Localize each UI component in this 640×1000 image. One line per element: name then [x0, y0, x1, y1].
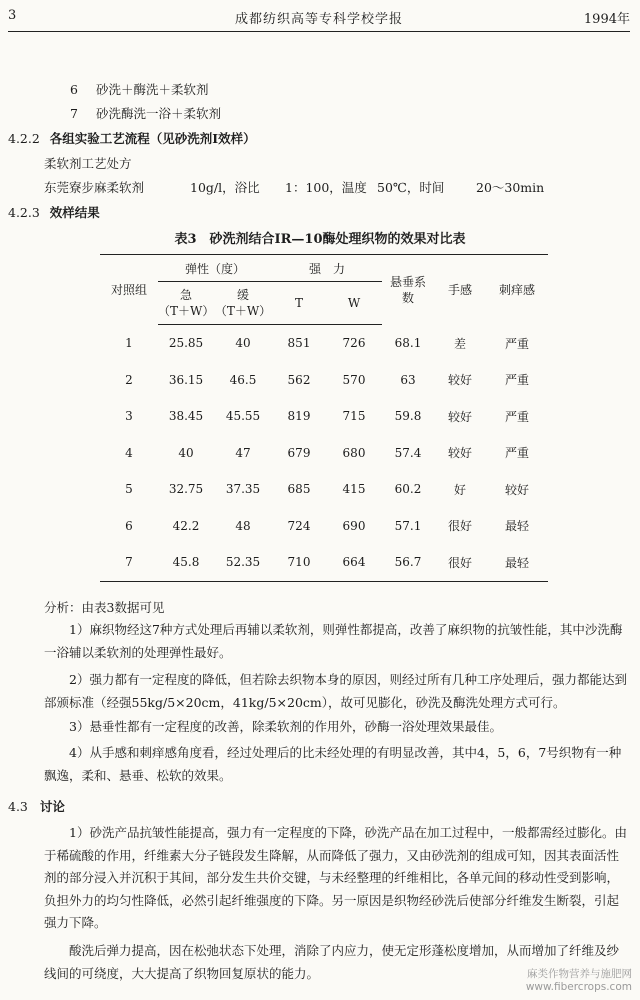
table-row: 1 25.85 40 851 726 68.1 差 严重	[125, 336, 529, 351]
col-header-t: T	[272, 282, 326, 325]
softener-recipe	[44, 178, 604, 198]
table-row: 3 38.45 45.55 819 715 59.8 较好 严重	[125, 409, 529, 424]
discussion-paragraph-2: 酸洗后弹力提高，因在松弛状态下处理，消除了内应力，使无定形蓬松度增加，从而增加了纤维及纱线间的可绕度，大大提高了织物回复原状的能力。	[44, 943, 620, 981]
softener-temp: 50℃，时间	[377, 180, 445, 195]
table-row: 2 36.15 46.5 562 570 63 较好 严重	[125, 372, 529, 388]
col-header-drape: 悬垂系数	[382, 255, 434, 325]
softener-agent: 东莞寮步麻柔软剂	[44, 180, 145, 195]
section-heading-4-2-3: 4.2.3 效样结果	[8, 205, 100, 220]
analysis-paragraph-1: 1）麻织物经这7种方式处理后再辅以柔软剂，则弹性都提高，改善了麻织物的抗皱性能，其中沙洗酶一浴辅以柔软剂的处理弹性最好。	[44, 622, 623, 660]
procedure-item: 6 砂洗＋酶洗＋柔软剂	[70, 82, 209, 97]
col-header-w: W	[326, 282, 382, 325]
table-row: 4 40 47 679 680 57.4 较好 严重	[125, 445, 529, 461]
procedure-item: 7 砂洗酶洗一浴＋柔软剂	[70, 106, 221, 121]
col-header-strength: 强 力	[272, 255, 382, 282]
page-number: 3	[8, 8, 17, 23]
analysis-intro: 分析：由表3数据可见	[44, 600, 165, 615]
col-header-slow: 缓 （T＋W）	[214, 282, 272, 325]
discussion-paragraph-1: 1）砂洗产品抗皱性能提高，强力有一定程度的下降，砂洗产品在加工过程中，一般都需经过膨化。由于稀硫酸的作用，纤维素大分子链段发生降解，从而降低了强力，又由砂洗剂的组成可知，因其表面活性剂的部分浸入并沉积于其间，部分发生共价交键，与未经整理的纤维相比，各单元间的移动性受到影响，负担外力的均匀性降低，必然引起纤维强度的下降。另一原因是织物经砂洗后使部分纤维发生断裂，引起强力下降。	[44, 825, 627, 930]
running-header	[8, 6, 630, 28]
softener-heading: 柔软剂工艺处方	[44, 156, 132, 171]
softener-time: 20～30min	[476, 180, 545, 195]
col-header-hand: 手感	[434, 255, 486, 325]
col-header-group: 对照组	[100, 255, 158, 325]
softener-dose: 10g/l，浴比	[190, 180, 260, 195]
col-header-quick: 急 （T＋W）	[158, 282, 214, 325]
analysis-paragraph-4: 4）从手感和刺痒感角度看，经过处理后的比未经处理的有明显改善，其中4，5，6，7号织物有一种飘逸，柔和、悬垂、松软的效果。	[44, 745, 622, 783]
table-row: 6 42.2 48 724 690 57.1 很好 最轻	[125, 518, 529, 534]
results-table	[100, 254, 548, 582]
analysis-paragraph-3: 3）悬垂性都有一定程度的改善，除柔软剂的作用外，砂酶一浴处理效果最佳。	[69, 719, 502, 734]
table-row: 5 32.75 37.35 685 415 60.2 好 较好	[125, 482, 529, 497]
table-caption: 表3 砂洗剂结合ⅠR—10酶处理织物的效果对比表	[174, 232, 466, 247]
header-rule	[8, 31, 630, 32]
softener-ratio: 1：100，温度	[285, 180, 367, 195]
col-header-elasticity: 弹性（度）	[158, 255, 272, 282]
journal-title: 成都纺织高等专科学校学报	[234, 12, 403, 27]
col-header-itch: 刺痒感	[486, 255, 548, 325]
publication-year: 1994年	[583, 12, 630, 27]
section-heading-4-3: 4.3 讨论	[8, 799, 65, 814]
analysis-paragraph-2: 2）强力都有一定程度的降低，但若除去织物本身的原因，则经过所有几种工序处理后，强力都能达到部颁标准（经强55kg/5×20cm，41kg/5×20cm），故可见膨化，砂洗及酶洗处理方式可行。	[44, 672, 627, 710]
table-row: 7 45.8 52.35 710 664 56.7 很好 最轻	[100, 544, 548, 581]
watermark: 麻类作物营养与施肥网 www.fibercrops.com	[525, 968, 632, 993]
section-heading-4-2-2: 4.2.2 各组实验工艺流程（见砂洗剂Ⅰ效样）	[8, 131, 256, 146]
